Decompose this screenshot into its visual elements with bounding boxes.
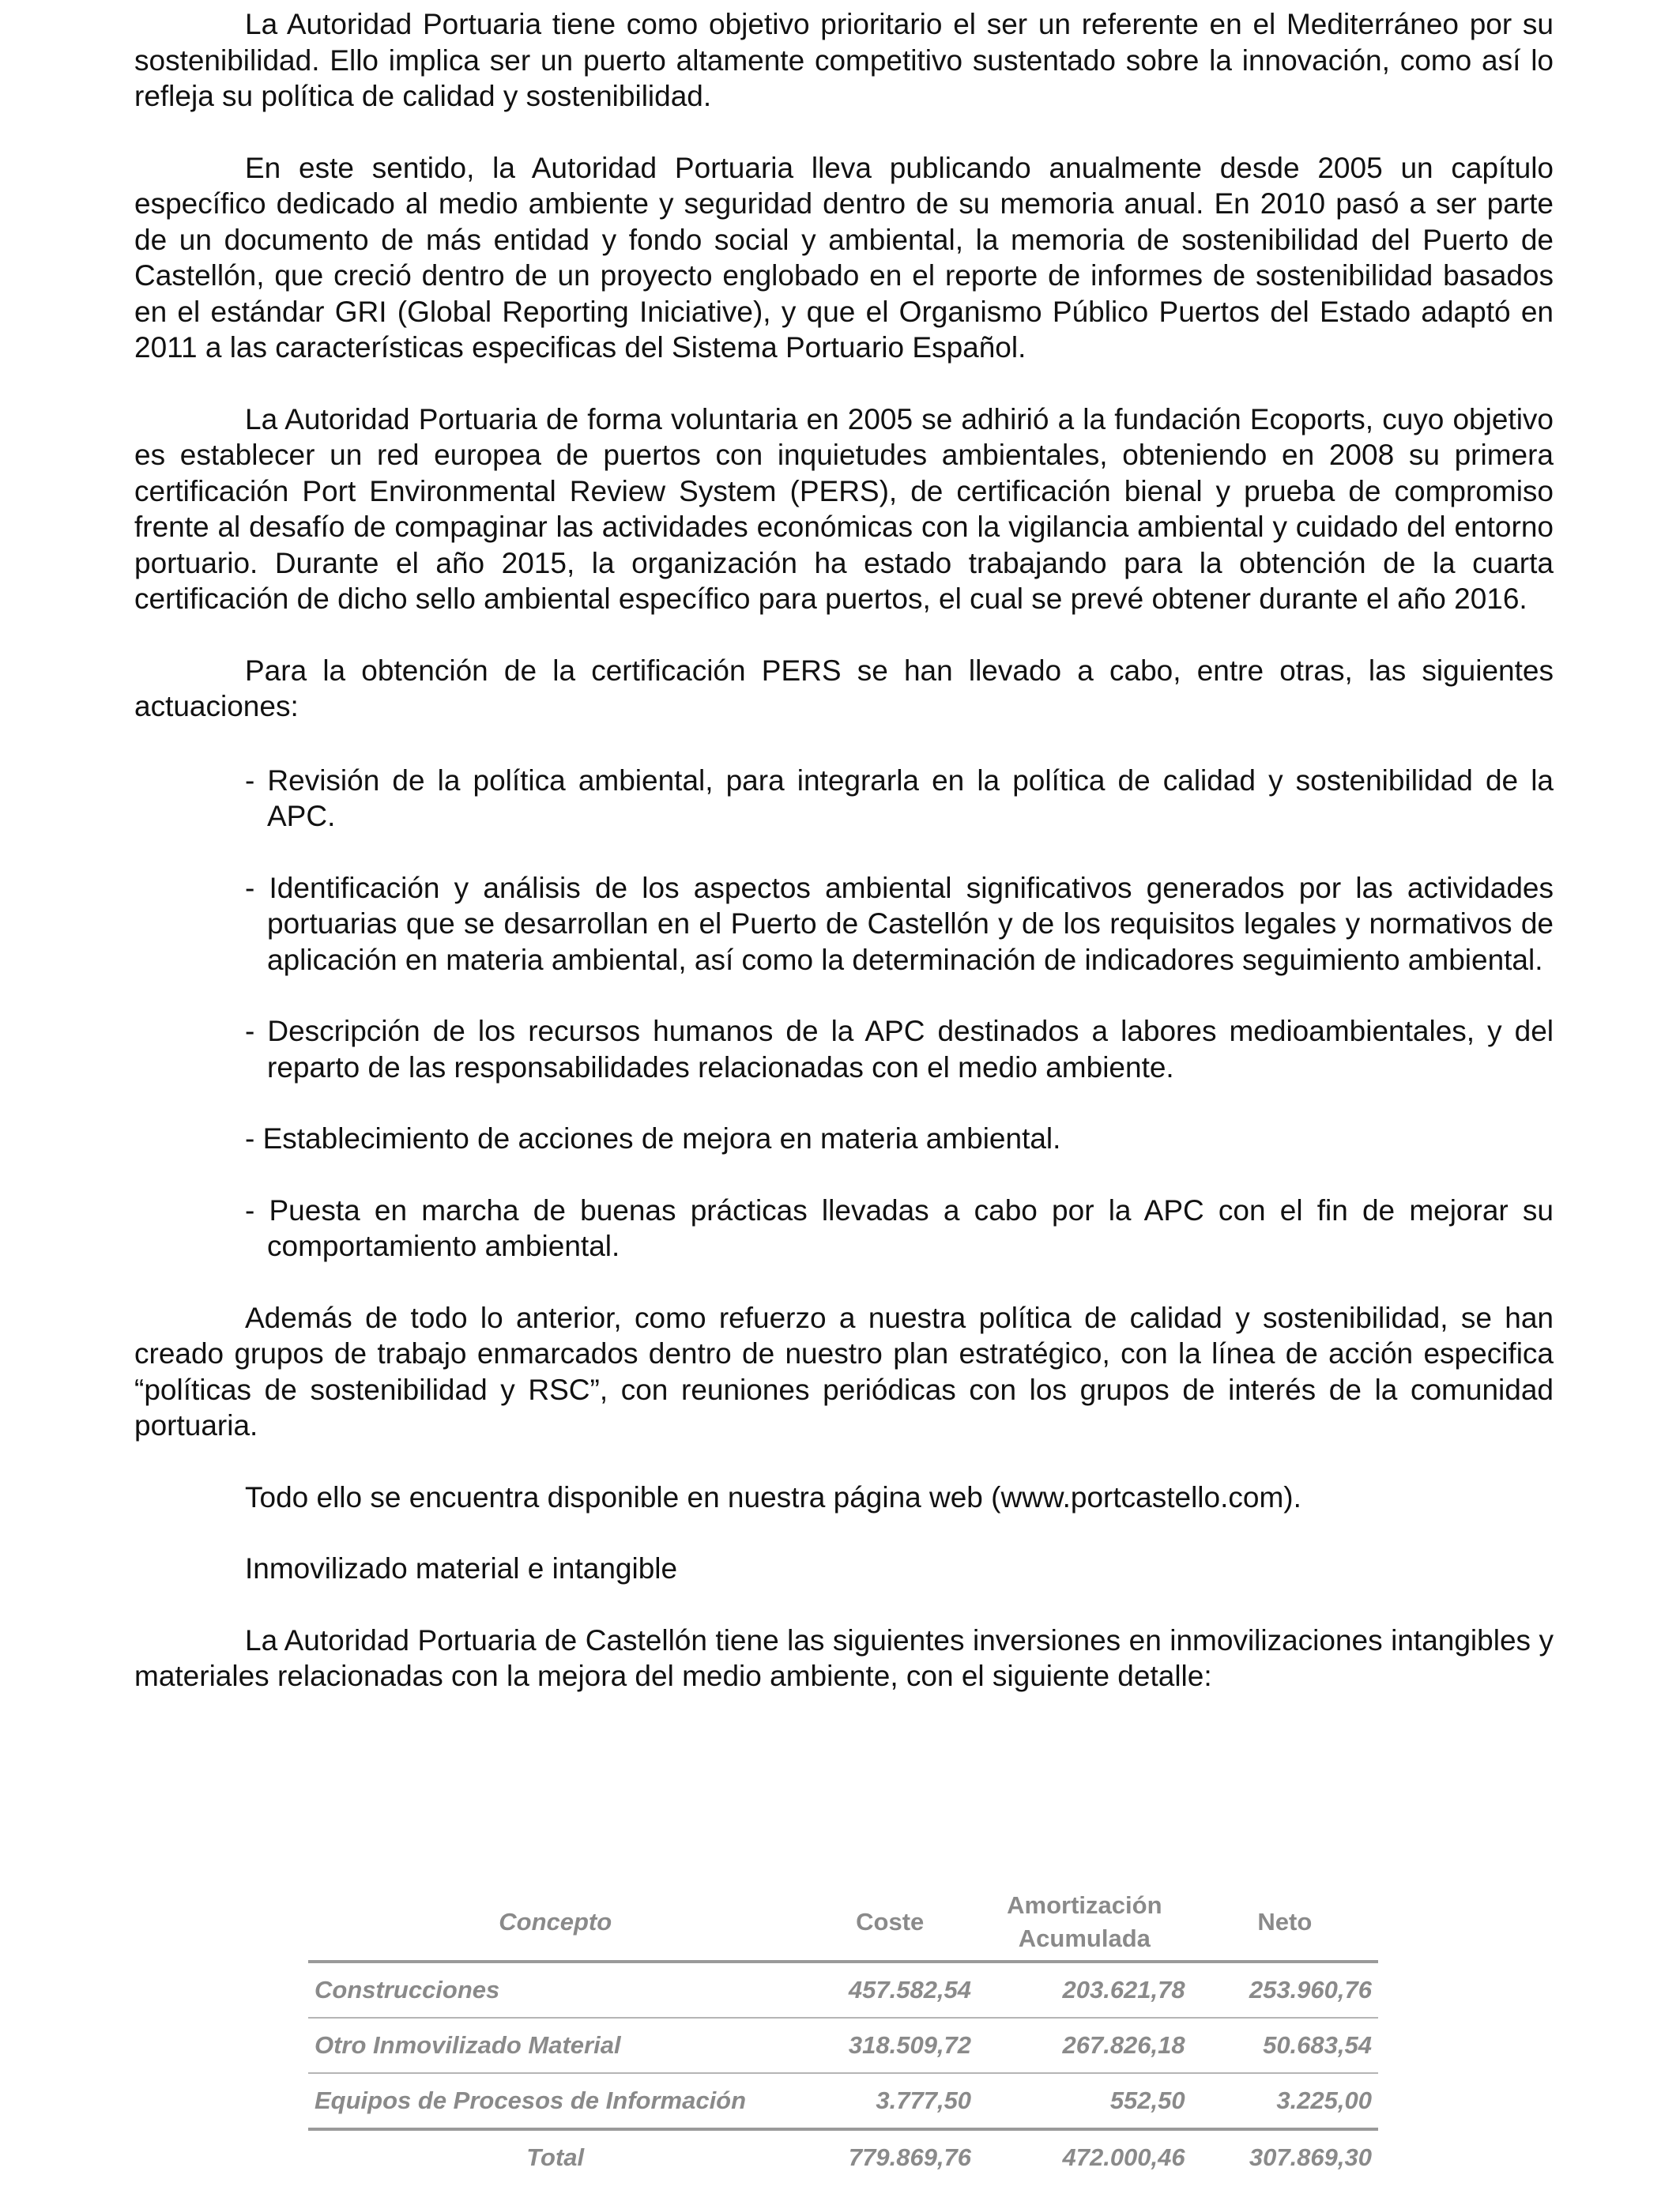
paragraph-sustainability-goal: La Autoridad Portuaria tiene como objetivo prioritario el ser un referente en el Mediterráneo por su sostenibilidad. Ello implica ser un puerto altamente competitivo sustentado sobre la innovación, como así lo refleja su política de calidad y sostenibilidad. <box>134 8 1554 112</box>
table-row <box>308 2018 1378 2073</box>
cell-concepto: Otro Inmovilizado Material <box>315 2031 621 2059</box>
cell-neto: 3.225,00 <box>1276 2087 1372 2114</box>
paragraph-ecoports: La Autoridad Portuaria de forma voluntaria en 2005 se adhirió a la fundación Ecoports, cuyo objetivo es establecer un red europea de puertos con inquietudes ambientales, obteniendo en 2008 su primera certificación Port Environmental Review System (PERS), de certificación bienal y prueba de compromiso frente al desafío de compaginar las actividades económicas con la vigilancia ambiental y cuidado del entorno portuario. Durante el año 2015, la organización ha estado trabajando para la obtención de la cuarta certificación de dicho sello ambiental específico para puertos, el cual se prevé obtener durante el año 2016. <box>134 402 1554 615</box>
paragraph-work-groups: Además de todo lo anterior, como refuerzo a nuestra política de calidad y sostenibilidad, se han creado grupos de trabajo enmarcados dentro de nuestro plan estratégico, con la línea de acción especifica “políticas de sostenibilidad y RSC”, con reuniones periódicas con los grupos de interés de la comunidad portuaria. <box>134 1301 1554 1442</box>
header-coste: Coste <box>856 1908 925 1936</box>
cell-neto: 50.683,54 <box>1263 2031 1372 2059</box>
cell-amortizacion: 552,50 <box>1109 2087 1185 2114</box>
cell-amortizacion: 267.826,18 <box>1062 2031 1185 2059</box>
cell-coste: 318.509,72 <box>848 2031 972 2059</box>
paragraph-annual-report: En este sentido, la Autoridad Portuaria lleva publicando anualmente desde 2005 un capítulo específico dedicado al medio ambiente y seguridad dentro de su memoria anual. En 2010 pasó a ser parte de un documento de más entidad y fondo social y ambiental, la memoria de sostenibilidad del Puerto de Castellón, que creció dentro de un proyecto englobado en el reporte de informes de sostenibilidad basados en el estándar GRI (Global Reporting Iniciative), y que el Organismo Público Puertos del Estado adaptó en 2011 a las características especificas del Sistema Portuario Español. <box>134 151 1554 364</box>
header-amortizacion <box>977 1889 1192 1962</box>
header-concepto: Concepto <box>499 1908 612 1936</box>
cell-amortizacion: 203.621,78 <box>1062 1976 1185 2004</box>
actions-list <box>134 763 1554 1265</box>
cell-total-label: Total <box>526 2143 585 2171</box>
cell-coste: 457.582,54 <box>848 1976 972 2004</box>
cell-total-neto: 307.869,30 <box>1249 2143 1372 2171</box>
paragraph-investments: La Autoridad Portuaria de Castellón tiene las siguientes inversiones en inmovilizaciones intangibles y materiales relacionadas con la mejora del medio ambiente, con el siguiente detalle: <box>134 1623 1554 1692</box>
paragraph-pers-intro: Para la obtención de la certificación PERS se han llevado a cabo, entre otras, las siguientes actuaciones: <box>134 654 1554 722</box>
investments-table-container <box>308 1889 1378 2185</box>
list-item: - Descripción de los recursos humanos de la APC destinados a labores medioambientales, y del reparto de las responsabilidades relacionadas con el medio ambiente. <box>245 1015 1554 1084</box>
table-header-row <box>308 1889 1378 1962</box>
investments-table <box>308 1889 1378 2185</box>
table-row <box>308 2073 1378 2129</box>
list-item: - Revisión de la política ambiental, para integrarla en la política de calidad y sostenibilidad de la APC. <box>245 763 1554 832</box>
body-text <box>134 6 1554 1730</box>
section-heading-fixed-assets: Inmovilizado material e intangible <box>245 1552 678 1585</box>
cell-neto: 253.960,76 <box>1249 1976 1372 2004</box>
table-row <box>308 1962 1378 2018</box>
paragraph-website: Todo ello se encuentra disponible en nuestra página web (www.portcastello.com). <box>245 1480 1301 1514</box>
list-item: - Puesta en marcha de buenas prácticas llevadas a cabo por la APC con el fin de mejorar su comportamiento ambiental. <box>245 1193 1554 1262</box>
table-total-row <box>308 2129 1378 2185</box>
header-neto: Neto <box>1257 1908 1313 1936</box>
list-item: - Establecimiento de acciones de mejora en materia ambiental. <box>245 1122 1061 1155</box>
cell-total-amortizacion: 472.000,46 <box>1062 2143 1185 2171</box>
cell-coste: 3.777,50 <box>876 2087 972 2114</box>
cell-concepto: Construcciones <box>315 1976 500 2004</box>
header-amortizacion-line1: Amortización <box>1007 1891 1162 1919</box>
header-amortizacion-line2: Acumulada <box>1018 1924 1151 1952</box>
list-item: - Identificación y análisis de los aspectos ambiental significativos generados por las actividades portuarias que se desarrollan en el Puerto de Castellón y de los requisitos legales y normativos de aplicación en materia ambiental, así como la determinación de indicadores seguimiento ambiental. <box>245 871 1554 976</box>
cell-total-coste: 779.869,76 <box>848 2143 972 2171</box>
cell-concepto: Equipos de Procesos de Información <box>315 2087 747 2114</box>
